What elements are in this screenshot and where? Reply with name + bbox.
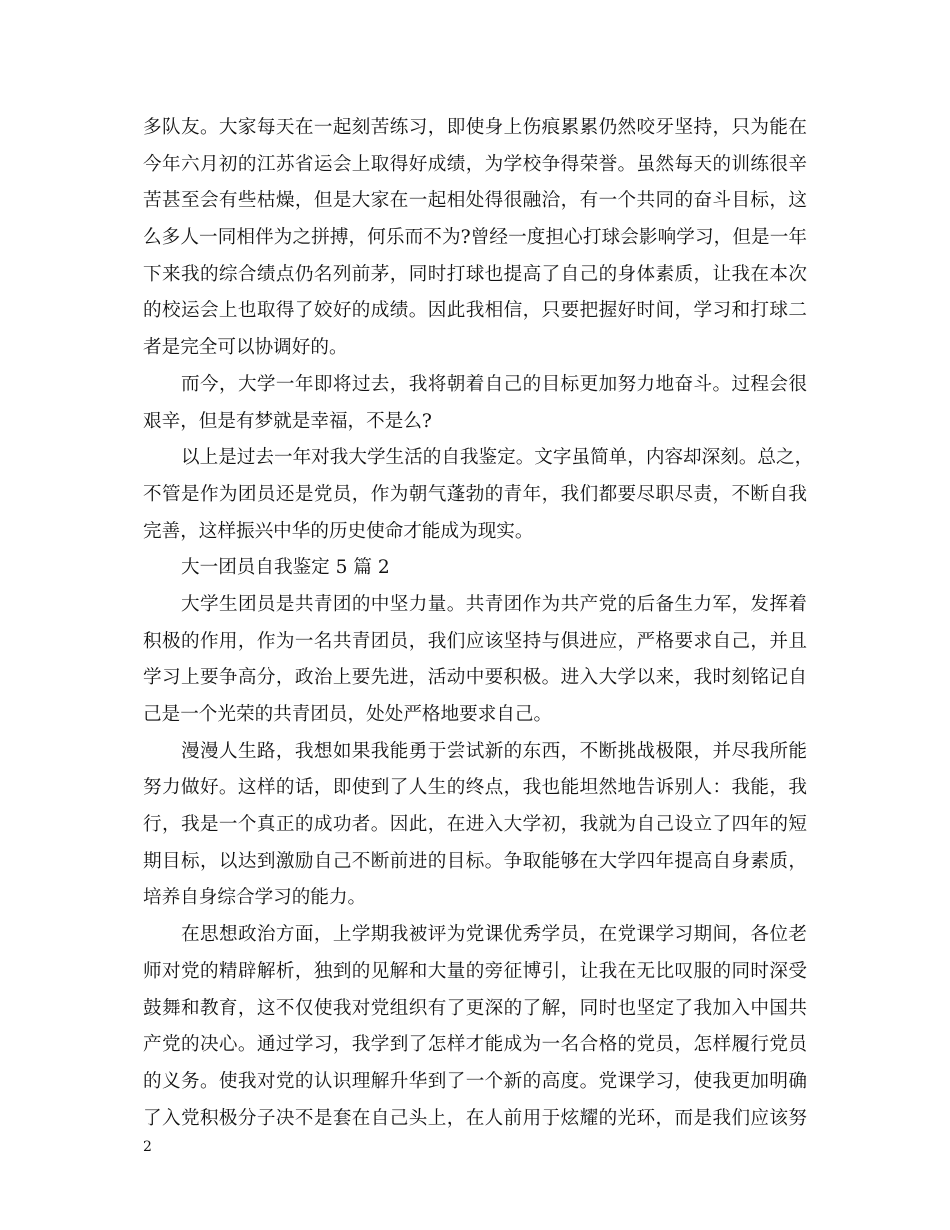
text-line: 在思想政治方面，上学期我被评为党课优秀学员，在党课学习期间，各位老: [181, 924, 807, 946]
text-line: 了入党积极分子决不是套在自己头上，在人前用于炫耀的光环，而是我们应该努: [143, 1107, 807, 1129]
text-line: 师对党的精辟解析，独到的见解和大量的旁征博引，让我在无比叹服的同时深受: [143, 960, 807, 982]
text-line: 漫漫人生路，我想如果我能勇于尝试新的东西，不断挑战极限，并尽我所能: [181, 740, 807, 762]
text-line: 积极的作用，作为一名共青团员，我们应该坚持与俱进应，严格要求自己，并且: [143, 630, 807, 652]
text-line: 么多人一同相伴为之拼搏，何乐而不为?曾经一度担心打球会影响学习，但是一年: [143, 227, 807, 249]
text-line: 学习上要争高分，政治上要先进，活动中要积极。进入大学以来，我时刻铭记自: [143, 667, 807, 689]
text-line: 己是一个光荣的共青团员，处处严格地要求自己。: [143, 704, 553, 725]
body-text: [143, 110, 814, 1137]
text-line: 行，我是一个真正的成功者。因此，在进入大学初，我就为自己设立了四年的短: [143, 814, 807, 836]
page-number: 2: [143, 1139, 152, 1155]
text-line: 今年六月初的江苏省运会上取得好成绩，为学校争得荣誉。虽然每天的训练很辛: [143, 153, 807, 175]
text-line: 大一团员自我鉴定 5 篇 2: [181, 557, 390, 579]
text-line: 而今，大学一年即将过去，我将朝着自己的目标更加努力地奋斗。过程会很: [181, 373, 807, 395]
text-line: 产党的决心。通过学习，我学到了怎样才能成为一名合格的党员，怎样履行党员: [143, 1034, 807, 1056]
text-line: 期目标，以达到激励自己不断前进的目标。争取能够在大学四年提高自身素质，: [143, 850, 807, 872]
text-line: 多队友。大家每天在一起刻苦练习，即使身上伤痕累累仍然咬牙坚持，只为能在: [143, 117, 807, 138]
text-line: 的义务。使我对党的认识理解升华到了一个新的高度。党课学习，使我更加明确: [143, 1070, 807, 1092]
text-line: 完善，这样振兴中华的历史使命才能成为现实。: [143, 520, 534, 542]
text-line: 者是完全可以协调好的。: [143, 337, 348, 359]
text-line: 鼓舞和教育，这不仅使我对党组织有了更深的了解，同时也坚定了我加入中国共: [143, 997, 807, 1019]
text-line: 培养自身综合学习的能力。: [143, 887, 367, 909]
text-line: 艰辛，但是有梦就是幸福，不是么?: [143, 410, 432, 432]
text-line: 苦甚至会有些枯燥，但是大家在一起相处得很融洽，有一个共同的奋斗目标，这: [143, 190, 807, 212]
text-line: 以上是过去一年对我大学生活的自我鉴定。文字虽简单，内容却深刻。总之，: [181, 447, 814, 469]
text-line: 的校运会上也取得了姣好的成绩。因此我相信，只要把握好时间，学习和打球二: [143, 300, 807, 322]
text-line: 不管是作为团员还是党员，作为朝气蓬勃的青年，我们都要尽职尽责，不断自我: [143, 483, 807, 505]
text-line: 下来我的综合绩点仍名列前茅，同时打球也提高了自己的身体素质，让我在本次: [143, 263, 807, 285]
text-line: 大学生团员是共青团的中坚力量。共青团作为共产党的后备生力军，发挥着: [181, 593, 807, 615]
text-line: 努力做好。这样的话，即使到了人生的终点，我也能坦然地告诉别人：我能，我: [143, 777, 807, 799]
